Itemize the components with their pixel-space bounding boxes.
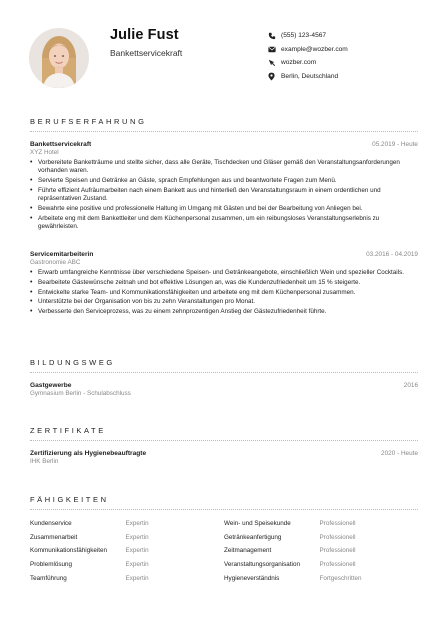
skills-table <box>30 517 418 585</box>
location-text: Berlin, Deutschland <box>281 72 339 80</box>
bullet-item: • Erwarb umfangreiche Kenntnisse über verschiedene Speisen- und Getränkeangebote, einschließlich Wein und spezieller Cocktails. <box>30 269 418 277</box>
skill-row <box>30 558 418 572</box>
entry-title: Gastgewerbe <box>30 382 72 389</box>
skill-name: Veranstaltungsorganisation <box>224 561 300 569</box>
entry-company: Gastronomie ABC <box>30 259 81 266</box>
skill-name: Problemlösung <box>30 561 73 569</box>
bullet-item: • Bearbeitete Gästewünsche zeitnah und bot effektive Lösungen an, was die Kundenzufriedenheit um 15 % steigerte. <box>30 279 418 287</box>
skill-row <box>30 544 418 558</box>
section-certificates <box>30 426 418 441</box>
skill-level: Expertin <box>125 547 149 555</box>
website-text[interactable]: wozber.com <box>281 59 317 67</box>
section-divider <box>30 440 418 441</box>
skill-level: Professionell <box>319 520 356 528</box>
skill-row <box>30 517 418 531</box>
skill-level: Professionell <box>319 561 356 569</box>
section-skills <box>30 495 418 510</box>
bullet-item: • Vorbereitete Banketträume und stellte sicher, dass alle Geräte, Tischdecken und Gläser gemäß den Veranstaltungsanforderungen vorhanden waren. <box>30 159 418 176</box>
experience-entry <box>30 251 418 318</box>
skill-level: Fortgeschritten <box>319 574 362 582</box>
entry-date: 2016 <box>403 382 418 389</box>
section-title: BERUFSERFAHRUNG <box>30 117 147 126</box>
location-icon <box>267 72 276 81</box>
bullet-item: • Führte effizient Aufräumarbeiten nach einem Bankett aus und hinterließ den Veranstaltungsraum in einem ordentlichen und repräsentativen Zustand. <box>30 187 418 204</box>
email-text[interactable]: example@wozber.com <box>281 45 348 53</box>
experience-entry <box>30 141 418 233</box>
skill-level: Expertin <box>125 561 149 569</box>
bullet-item: • Entwickelte starke Team- und Kommunikationsfähigkeiten und arbeitete eng mit dem Küchenpersonal zusammen. <box>30 289 418 297</box>
skill-row <box>30 571 418 585</box>
entry-date: 05.2019 - Heute <box>372 141 418 148</box>
skill-name: Zeitmanagement <box>224 547 272 555</box>
skill-level: Expertin <box>125 533 149 541</box>
phone-text: (555) 123-4567 <box>281 32 327 40</box>
bullet-item: • Arbeitete eng mit dem Bankettleiter und dem Küchenpersonal zusammen, um ein reibungsloses Veranstaltungserlebnis zu gewährleisten. <box>30 215 418 232</box>
entry-title: Bankettservicekraft <box>30 141 92 148</box>
entry-title: Servicemitarbeiterin <box>30 251 94 258</box>
section-divider <box>30 372 418 373</box>
education-entry <box>30 382 418 397</box>
contact-list <box>267 29 348 83</box>
skill-name: Kommunikationsfähigkeiten <box>30 547 108 555</box>
contact-location <box>267 70 348 84</box>
candidate-name: Julie Fust <box>110 27 179 43</box>
candidate-title: Bankettservicekraft <box>110 48 183 58</box>
bullet-item: • Bewahrte eine positive und professionelle Haltung im Umgang mit Gästen und bei der Bearbeitung von Anliegen bei. <box>30 205 418 213</box>
entry-date: 03.2016 - 04.2019 <box>366 251 418 258</box>
entry-date: 2020 - Heute <box>381 450 418 457</box>
entry-bullets <box>30 269 418 316</box>
skill-level: Professionell <box>319 547 356 555</box>
skill-name: Wein- und Speisekunde <box>224 520 291 528</box>
section-education <box>30 358 418 373</box>
section-divider <box>30 509 418 510</box>
section-title: ZERTIFIKATE <box>30 426 106 435</box>
certificate-entry <box>30 450 418 465</box>
skill-level: Professionell <box>319 533 356 541</box>
bullet-item: • Unterstützte bei der Organisation von bis zu zehn Veranstaltungen pro Monat. <box>30 298 418 306</box>
skill-name: Zusammenarbeit <box>30 533 78 541</box>
bullet-item: • Verbesserte den Serviceprozess, was zu einem zehnprozentigen Anstieg der Gästezufriedenheit führte. <box>30 308 418 316</box>
section-experience <box>30 117 418 132</box>
bullet-item: • Servierte Speisen und Getränke an Gäste, sprach Empfehlungen aus und beantwortete Fragen zum Menü. <box>30 177 418 185</box>
skill-level: Expertin <box>125 520 149 528</box>
link-icon <box>267 58 276 67</box>
contact-phone <box>267 29 348 43</box>
entry-bullets <box>30 159 418 231</box>
skill-name: Getränkeanfertigung <box>224 533 282 541</box>
entry-title: Zertifizierung als Hygienebeauftragte <box>30 450 147 457</box>
phone-icon <box>267 31 276 40</box>
section-title: BILDUNGSWEG <box>30 358 115 367</box>
skill-name: Hygieneverständnis <box>224 574 280 582</box>
contact-email <box>267 43 348 57</box>
skill-row <box>30 531 418 545</box>
entry-company: XYZ Hotel <box>30 149 59 156</box>
section-title: FÄHIGKEITEN <box>30 495 109 504</box>
skill-level: Expertin <box>125 574 149 582</box>
entry-school: Gymnasium Berlin - Schulabschluss <box>30 390 131 397</box>
section-divider <box>30 131 418 132</box>
entry-issuer: IHK Berlin <box>30 458 59 465</box>
contact-website <box>267 56 348 70</box>
mail-icon <box>267 45 276 54</box>
skill-name: Kundenservice <box>30 520 72 528</box>
skill-name: Teamführung <box>30 574 67 582</box>
profile-photo <box>29 28 89 88</box>
